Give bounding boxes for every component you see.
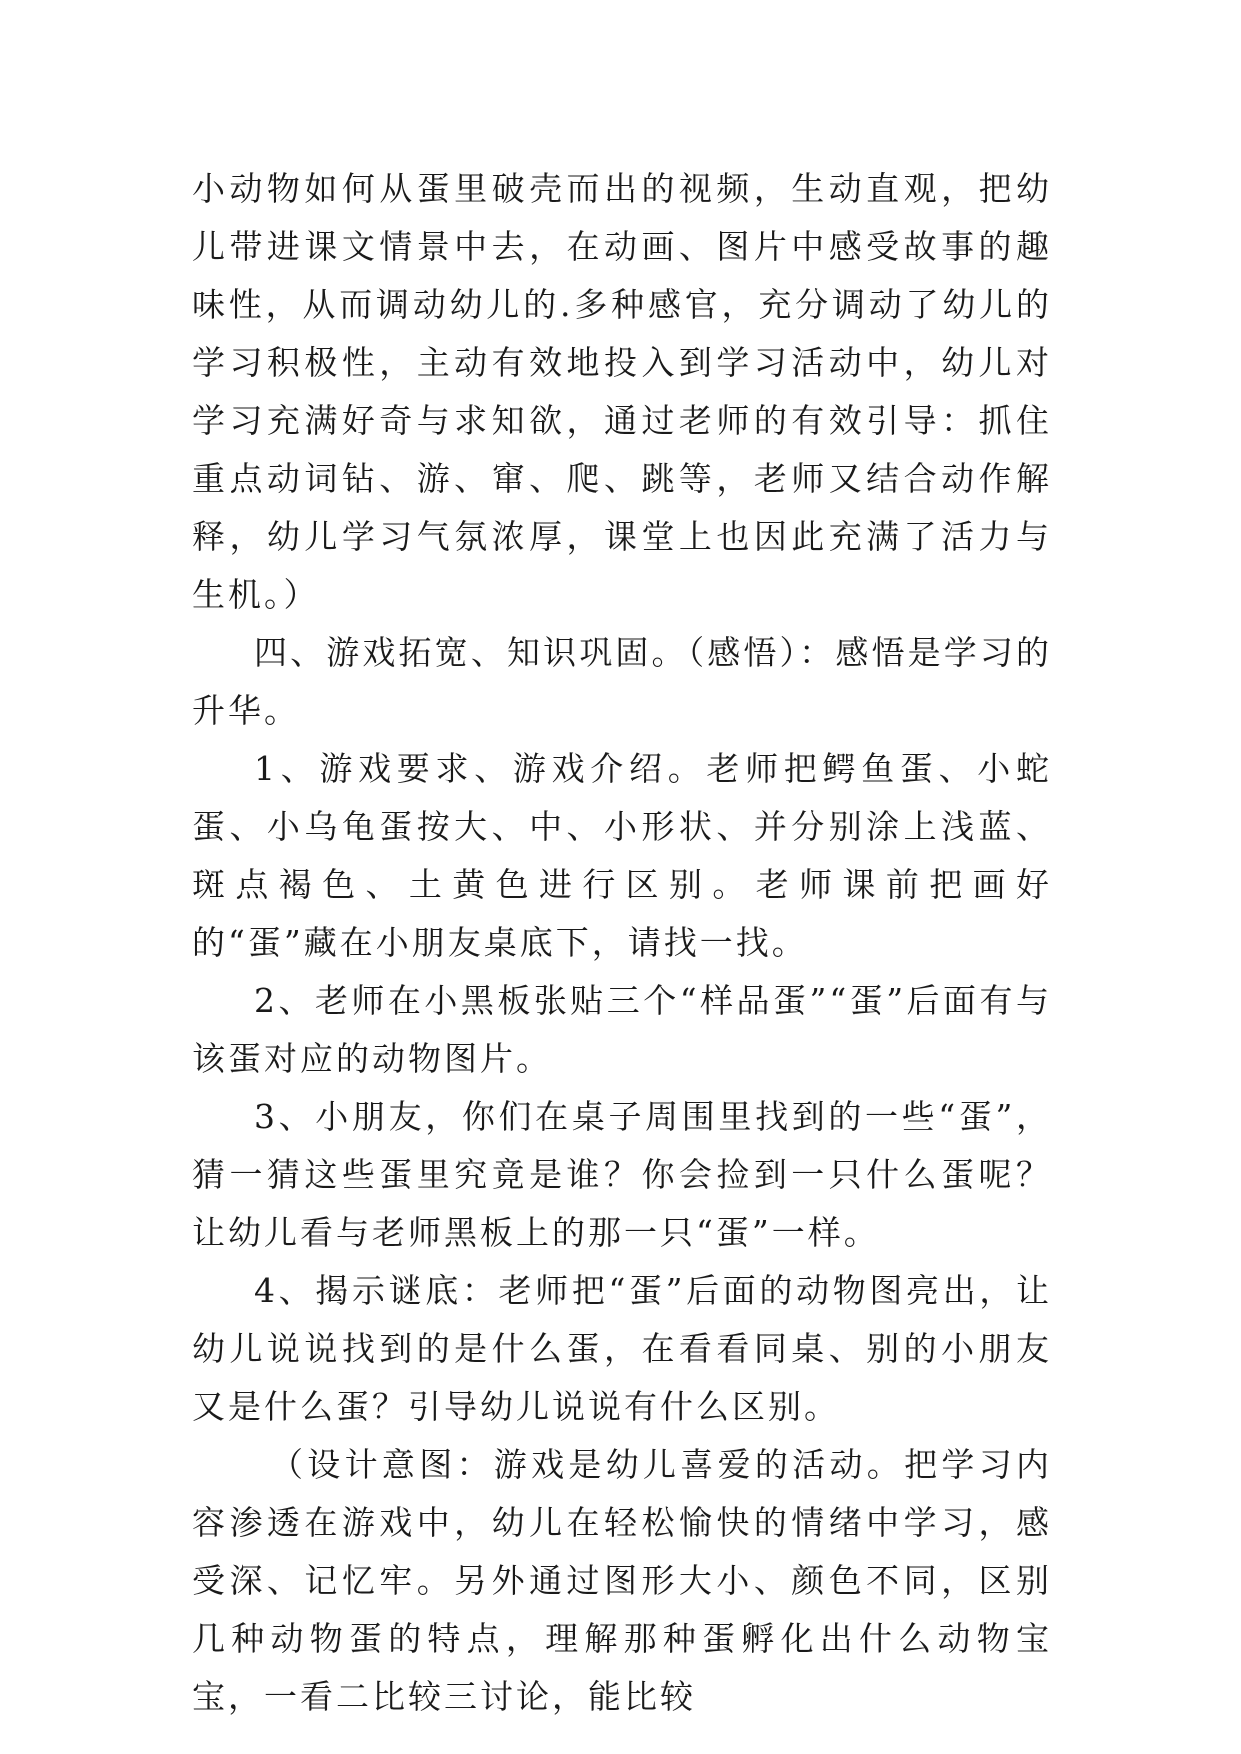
paragraph-6: 4、揭示谜底：老师把“蛋”后面的动物图亮出，让幼儿说说找到的是什么蛋，在看看同桌、别的小朋友又是什么蛋？引导幼儿说说有什么区别。 xyxy=(192,1271,1052,1426)
paragraph-2: 四、游戏拓宽、知识巩固。（感悟）：感悟是学习的升华。 xyxy=(192,633,1052,730)
paragraph-4: 2、老师在小黑板张贴三个“样品蛋”“蛋”后面有与该蛋对应的动物图片。 xyxy=(192,981,1052,1078)
paragraph-7: （设计意图：游戏是幼儿喜爱的活动。把学习内容渗透在游戏中，幼儿在轻松愉快的情绪中学习，感受深、记忆牢。另外通过图形大小、颜色不同，区别几种动物蛋的特点，理解那种蛋孵化出什么动物宝宝，一看二比较三讨论，能比较 xyxy=(192,1445,1052,1716)
paragraph-5: 3、小朋友，你们在桌子周围里找到的一些“蛋”，猜一猜这些蛋里究竟是谁？你会捡到一只什么蛋呢？让幼儿看与老师黑板上的那一只“蛋”一样。 xyxy=(192,1097,1052,1252)
document-page xyxy=(192,160,1052,1726)
paragraph-3: 1、游戏要求、游戏介绍。老师把鳄鱼蛋、小蛇蛋、小乌龟蛋按大、中、小形状、并分别涂上浅蓝、斑点褐色、土黄色进行区别。老师课前把画好的“蛋”藏在小朋友桌底下，请找一找。 xyxy=(192,749,1052,962)
paragraph-1: 小动物如何从蛋里破壳而出的视频，生动直观，把幼儿带进课文情景中去，在动画、图片中感受故事的趣味性，从而调动幼儿的.多种感官，充分调动了幼儿的学习积极性，主动有效地投入到学习活动中，幼儿对学习充满好奇与求知欲，通过老师的有效引导：抓住重点动词钻、游、窜、爬、跳等，老师又结合动作解释，幼儿学习气氛浓厚，课堂上也因此充满了活力与生机。） xyxy=(192,169,1052,614)
